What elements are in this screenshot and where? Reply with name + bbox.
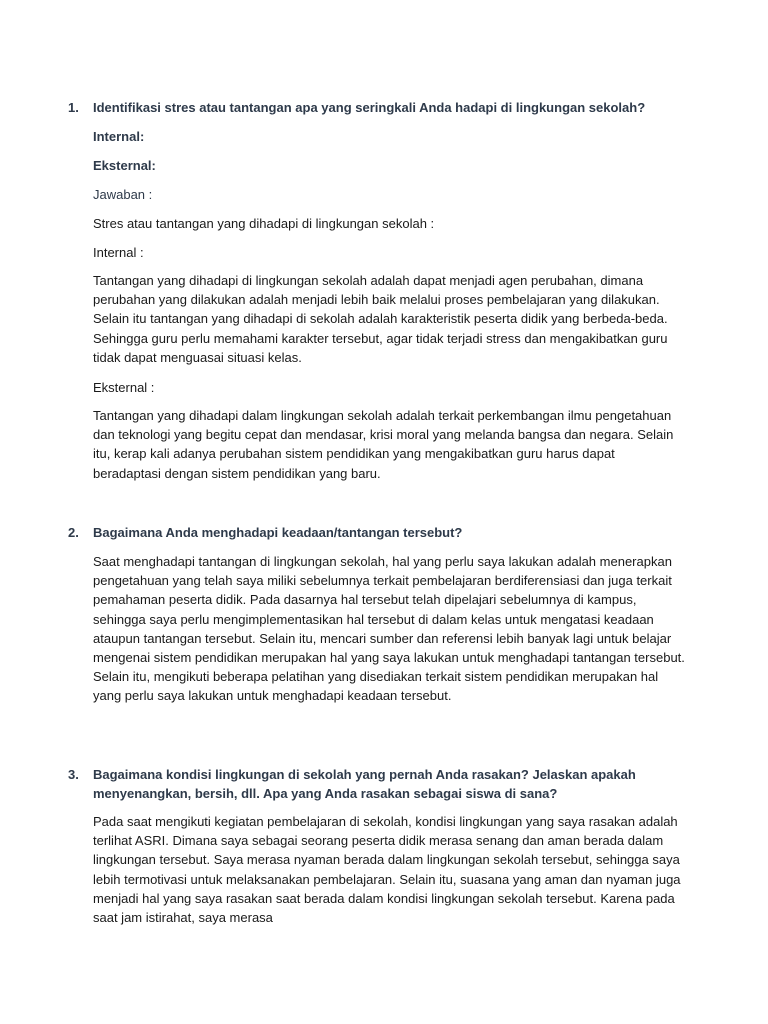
- question-number: 2.: [68, 525, 79, 540]
- answer-label: Jawaban :: [93, 187, 153, 202]
- internal-answer-label: Internal :: [93, 245, 144, 260]
- internal-answer-text: Tantangan yang dihadapi di lingkungan sekolah adalah dapat menjadi agen perubahan, dimana perubahan yang dilakukan adalah menjadi lebih baik melalui proses pembelajaran yang dilakukan. Selain itu tantangan yang dihadapi di sekolah adalah karakteristik peserta didik yang berbeda-beda. Sehingga guru perlu memahami karakter tersebut, agar tidak terjadi stress dan mengakibatkan guru tidak dapat menguasai situasi kelas.: [93, 273, 668, 365]
- external-answer-label: Eksternal :: [93, 380, 155, 395]
- answer-intro: Stres atau tantangan yang dihadapi di lingkungan sekolah :: [93, 216, 435, 231]
- question-title: Identifikasi stres atau tantangan apa yang seringkali Anda hadapi di lingkungan sekolah?: [93, 100, 646, 115]
- internal-label: Internal:: [93, 129, 145, 144]
- question-title: Bagaimana kondisi lingkungan di sekolah yang pernah Anda rasakan? Jelaskan apakah menyenangkan, bersih, dll. Apa yang Anda rasakan sebagai siswa di sana?: [93, 767, 636, 801]
- question-title: Bagaimana Anda menghadapi keadaan/tantangan tersebut?: [93, 525, 463, 540]
- external-answer-text: Tantangan yang dihadapi dalam lingkungan sekolah adalah terkait perkembangan ilmu pengetahuan dan teknologi yang begitu cepat dan mendasar, krisi moral yang melanda bangsa dan negara. Selain itu, kerap kali adanya perubahan sistem pendidikan yang mengakibatkan guru harus dapat beradaptasi dengan sistem pendidikan yang baru.: [93, 408, 674, 481]
- question-number: 3.: [68, 767, 79, 782]
- answer-text: Saat menghadapi tantangan di lingkungan sekolah, hal yang perlu saya lakukan adalah menerapkan pengetahuan yang telah saya miliki sebelumnya terkait pembelajaran berdiferensiasi dan juga terkait pemahaman peserta didik. Pada dasarnya hal tersebut telah dipelajari sebelumnya di kampus, sehingga saya perlu mengimplementasikan hal tersebut di dalam kelas untuk mengatasi keadaan ataupun tantangan tersebut. Selain itu, mencari sumber dan referensi lebih banyak lagi untuk belajar mengenai sistem pendidikan merupakan hal yang saya lakukan untuk menghadapi tantangan tersebut. Selain itu, mengikuti beberapa pelatihan yang disediakan terkait sistem pendidikan merupakan hal yang perlu saya lakukan untuk menghadapi keadaan tersebut.: [93, 554, 685, 704]
- external-label: Eksternal:: [93, 158, 156, 173]
- question-number: 1.: [68, 100, 79, 115]
- answer-text: Pada saat mengikuti kegiatan pembelajaran di sekolah, kondisi lingkungan yang saya rasakan adalah terlihat ASRI. Dimana saya sebagai seorang peserta didik merasa senang dan aman berada dalam lingkungan tersebut. Saya merasa nyaman berada dalam lingkungan sekolah tersebut, sehingga saya lebih termotivasi untuk melaksanakan pembelajaran. Selain itu, suasana yang aman dan nyaman juga menjadi hal yang saya rasakan saat berada dalam kondisi lingkungan sekolah tersebut. Karena pada saat jam istirahat, saya merasa: [93, 814, 681, 926]
